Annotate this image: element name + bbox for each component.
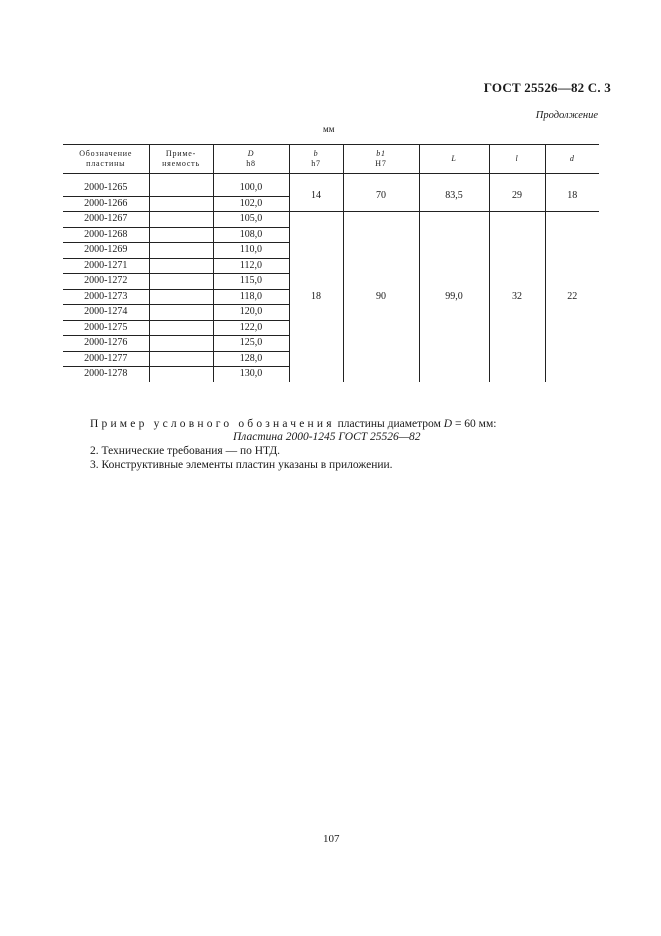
cell-D: 100,0 <box>213 181 289 196</box>
document-header: ГОСТ 25526—82 С. 3 <box>483 80 611 95</box>
cell-b: 18 <box>289 212 343 382</box>
gap-cell <box>489 174 545 182</box>
cell-designation: 2000-1272 <box>63 274 149 290</box>
cell-designation: 2000-1274 <box>63 305 149 321</box>
cell-D: 122,0 <box>213 320 289 336</box>
header-designation: Обозначение пластины <box>63 145 149 174</box>
cell-applicability <box>149 320 213 336</box>
cell-applicability <box>149 336 213 352</box>
gap-cell <box>213 174 289 182</box>
header-D: D h8 <box>213 145 289 174</box>
cell-designation: 2000-1276 <box>63 336 149 352</box>
cell-l: 32 <box>489 212 545 382</box>
cell-d: 22 <box>545 212 599 382</box>
cell-b: 14 <box>289 181 343 212</box>
example-heading: Пример условного обозначения <box>90 418 335 430</box>
header-L: L <box>419 145 489 174</box>
cell-designation: 2000-1275 <box>63 320 149 336</box>
cell-designation: 2000-1271 <box>63 258 149 274</box>
header-applicability: Приме- няемость <box>149 145 213 174</box>
table-body <box>63 174 599 382</box>
cell-designation: 2000-1266 <box>63 196 149 212</box>
cell-designation: 2000-1265 <box>84 182 128 194</box>
cell-l: 29 <box>489 181 545 212</box>
example-variable: D <box>443 418 453 430</box>
cell-designation: 2000-1277 <box>63 351 149 367</box>
table-row <box>63 181 599 196</box>
table-header-row <box>63 145 599 174</box>
cell-D: 112,0 <box>213 258 289 274</box>
cell-D: 125,0 <box>213 336 289 352</box>
table-row <box>63 212 599 228</box>
cell-D: 118,0 <box>213 289 289 305</box>
cell-designation: 2000-1267 <box>63 212 149 228</box>
header-b: b h7 <box>289 145 343 174</box>
cell-D: 130,0 <box>213 367 289 382</box>
header-b1: b1 H7 <box>343 145 419 174</box>
gap-cell <box>63 174 149 182</box>
header-d: d <box>545 145 599 174</box>
gap-cell <box>419 174 489 182</box>
example-text-2: = 60 мм: <box>452 418 497 430</box>
cell-applicability <box>149 367 213 382</box>
note-technical-requirements: 2. Технические требования — по НТД. <box>90 445 281 457</box>
cell-applicability <box>149 274 213 290</box>
cell-designation: 2000-1268 <box>63 227 149 243</box>
cell-designation: 2000-1278 <box>63 367 149 382</box>
cell-b1: 90 <box>343 212 419 382</box>
cell-applicability <box>149 227 213 243</box>
cell-D: 110,0 <box>213 243 289 259</box>
gap-cell <box>289 174 343 182</box>
cell-d: 18 <box>545 181 599 212</box>
cell-L: 83,5 <box>419 181 489 212</box>
cell-designation: 2000-1269 <box>63 243 149 259</box>
cell-applicability <box>149 196 213 212</box>
dimensions-table <box>63 144 599 382</box>
cell-b1: 70 <box>343 181 419 212</box>
cell-applicability <box>149 243 213 259</box>
continuation-label: Продолжение <box>535 110 598 121</box>
cell-applicability <box>149 258 213 274</box>
table-gap-row <box>63 174 599 182</box>
cell-D: 105,0 <box>213 212 289 228</box>
cell-applicability <box>149 289 213 305</box>
cell-D: 120,0 <box>213 305 289 321</box>
cell-D: 115,0 <box>213 274 289 290</box>
cell-L: 99,0 <box>419 212 489 382</box>
gap-cell <box>545 174 599 182</box>
page-number: 107 <box>323 833 340 845</box>
gap-cell <box>149 174 213 182</box>
cell-D: 128,0 <box>213 351 289 367</box>
header-l: l <box>489 145 545 174</box>
example-designation: Пластина 2000-1245 ГОСТ 25526—82 <box>233 431 421 443</box>
cell-applicability <box>149 212 213 228</box>
example-text-1: пластины диаметром <box>334 418 444 430</box>
cell-applicability <box>149 305 213 321</box>
cell-D: 102,0 <box>213 196 289 212</box>
cell-designation: 2000-1273 <box>63 289 149 305</box>
cell-D: 108,0 <box>213 227 289 243</box>
gap-cell <box>343 174 419 182</box>
cell-applicability <box>149 351 213 367</box>
unit-label: мм <box>323 124 335 134</box>
example-line <box>90 418 496 430</box>
cell-applicability <box>149 181 213 196</box>
note-design-elements: 3. Конструктивные элементы пластин указаны в приложении. <box>90 459 393 471</box>
